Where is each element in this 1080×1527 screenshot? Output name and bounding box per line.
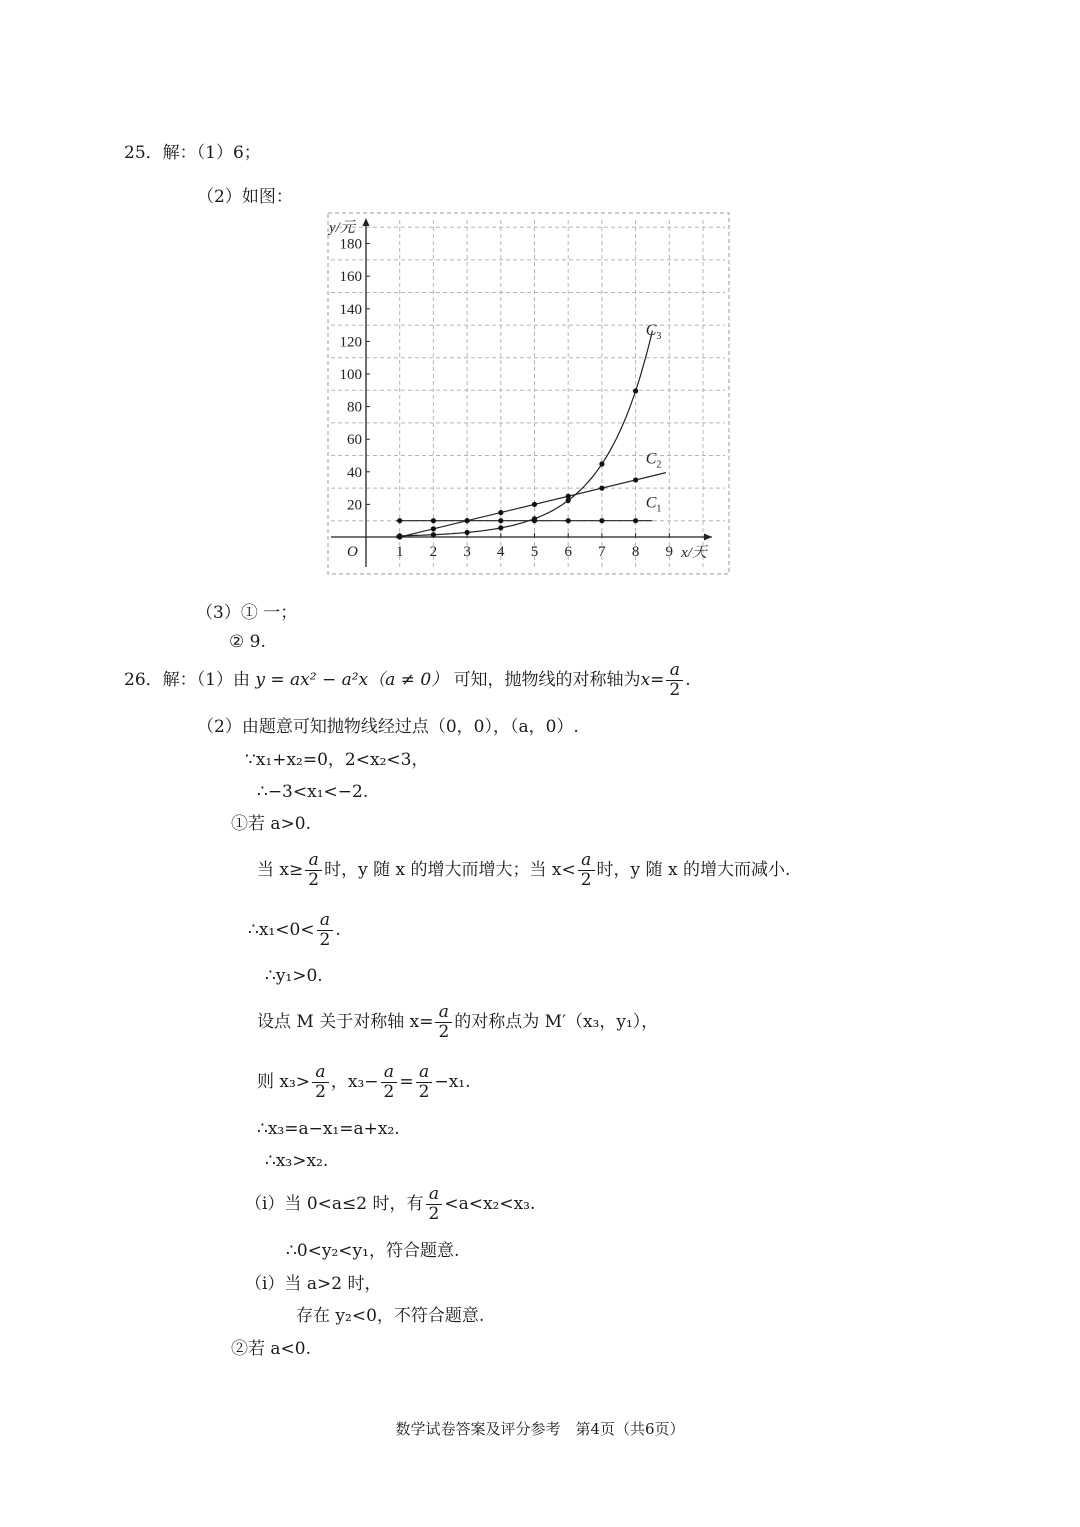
data-point-C2 [599,486,604,491]
y-tick-label: 20 [347,497,362,514]
data-point-C3 [599,461,604,466]
y-tick-label: 160 [339,269,362,286]
y-axis-label: y/元 [329,220,355,236]
q25-part3-answer2: ② 9. [229,632,266,652]
fraction-a-over-2: $\frac{a}{2}$ [435,1003,452,1042]
q26-monotonicity: 当 x≥ $\frac{a}{2}$ 时，y 随 x 的增大而增大；当 x< $\frac{a}{2}$ 时，y 随 x 的增大而减小. [257,850,791,890]
q25-chart [327,212,730,575]
q25-heading: 25．解：（1）6； [124,143,261,163]
origin-label: O [347,544,358,560]
data-point-C3 [633,388,638,393]
q26-x3-relation: 则 x₃> $\frac{a}{2}$ ，x₃− $\frac{a}{2}$ = $\frac{a}{2}$ −x₁. [257,1062,471,1102]
series-label-C3: $C_3$ [645,321,662,342]
q26-part2-intro: （2）由题意可知抛物线经过点（0，0），（a，0）. [197,717,579,737]
data-point-C3 [465,530,470,535]
y-tick-label: 180 [339,236,362,253]
q26-subcase-i: （i）当 0<a≤2 时，有 $\frac{a}{2}$ <a<x₂<x₃. [245,1184,536,1224]
x-tick-label: 4 [497,544,505,560]
y-tick-label: 100 [339,367,362,383]
data-point-C1 [498,518,503,523]
q26-x3-value: ∴x₃=a−x₁=a+x₂. [257,1119,400,1139]
y-tick-label: 60 [347,432,362,449]
q26-subcase-ii: （i）当 a>2 时， [245,1274,382,1294]
data-point-C2 [465,518,470,523]
x-axis-arrow [704,534,712,541]
q26-parabola-equation: y = ax² − a²x（a ≠ 0） [255,670,449,690]
q26-part1-middle: 可知，抛物线的对称轴为 [453,670,641,690]
data-point-C1 [397,518,402,523]
fraction-a-over-2: $\frac{a}{2}$ [312,1063,329,1102]
q26-line-x1-range: ∴−3<x₁<−2. [257,782,369,802]
x-tick-label: 9 [665,544,674,560]
x-tick-label: 7 [598,544,606,560]
x-tick-label: 6 [564,544,572,560]
data-point-C1 [431,518,436,523]
fraction-a-over-2: $\frac{a}{2}$ [381,1063,398,1102]
fraction-a-over-2: $\frac{a}{2}$ [317,911,334,950]
fraction-a-over-2: $\frac{a}{2}$ [578,851,595,890]
chart-frame [328,213,729,574]
q26-case-a-positive: ①若 a>0. [231,814,312,834]
page-footer: 数学试卷答案及评分参考 第4页（共6页） [395,1420,685,1438]
q26-subcase-ii-conclusion: 存在 y₂<0，不符合题意. [296,1306,485,1326]
y-tick-label: 140 [339,301,362,318]
q26-y1-positive: ∴y₁>0. [265,966,323,986]
series-label-C2: $C_2$ [645,450,662,471]
x-tick-label: 3 [463,544,471,560]
data-point-C2 [498,510,503,515]
q26-x1-compare: ∴x₁<0< $\frac{a}{2}$ . [248,910,341,950]
q26-line-sum: ∵x₁+x₂=0，2<x₂<3， [245,750,429,770]
data-point-C3 [532,516,537,521]
x-axis-label: x/天 [681,545,707,561]
fraction-a-over-2: $\frac{a}{2}$ [426,1185,443,1224]
q26-case-a-negative: ②若 a<0. [231,1339,312,1359]
q25-part2-label: （2）如图： [197,187,293,207]
data-point-C3 [397,533,402,538]
y-tick-label: 80 [347,399,362,416]
fraction-a-over-2: $\frac{a}{2}$ [416,1063,433,1102]
x-tick-label: 5 [530,544,539,560]
q26-x3-greater: ∴x₃>x₂. [265,1151,329,1171]
data-point-C2 [431,526,436,531]
q26-axis-x: x= [640,670,665,690]
data-point-C2 [532,502,537,507]
q26-subcase-i-conclusion: ∴0<y₂<y₁，符合题意. [286,1241,460,1261]
series-line-C2 [396,473,666,538]
y-tick-label: 40 [347,464,362,481]
fraction-a-over-2: $\frac{a}{2}$ [305,851,322,890]
data-point-C1 [599,518,604,523]
x-tick-label: 2 [429,544,438,560]
q26-symmetric-point: 设点 M 关于对称轴 x= $\frac{a}{2}$ 的对称点为 M′（x₃，y₁）， [257,1002,659,1042]
x-tick-label: 1 [395,544,404,560]
series-label-C1: $C_1$ [645,494,662,515]
data-point-C1 [566,518,571,523]
data-point-C2 [633,477,638,482]
x-tick-label: 8 [631,544,640,560]
data-point-C1 [633,518,638,523]
q26-part1: 26．解：（1）由 y = ax² − a²x（a ≠ 0） 可知，抛物线的对称轴为x= $\frac{a}{2}$ . [124,660,691,700]
data-point-C3 [566,498,571,503]
q25-part3-answer1: （3）① 一； [196,603,298,623]
q26-part1-prefix: 26．解：（1）由 [124,670,250,690]
data-point-C3 [431,532,436,537]
y-axis-arrow [363,218,370,226]
data-point-C3 [498,525,503,530]
fraction-a-over-2: $\frac{a}{2}$ [666,661,683,700]
series-line-C3 [396,331,652,536]
y-tick-label: 120 [339,334,362,351]
